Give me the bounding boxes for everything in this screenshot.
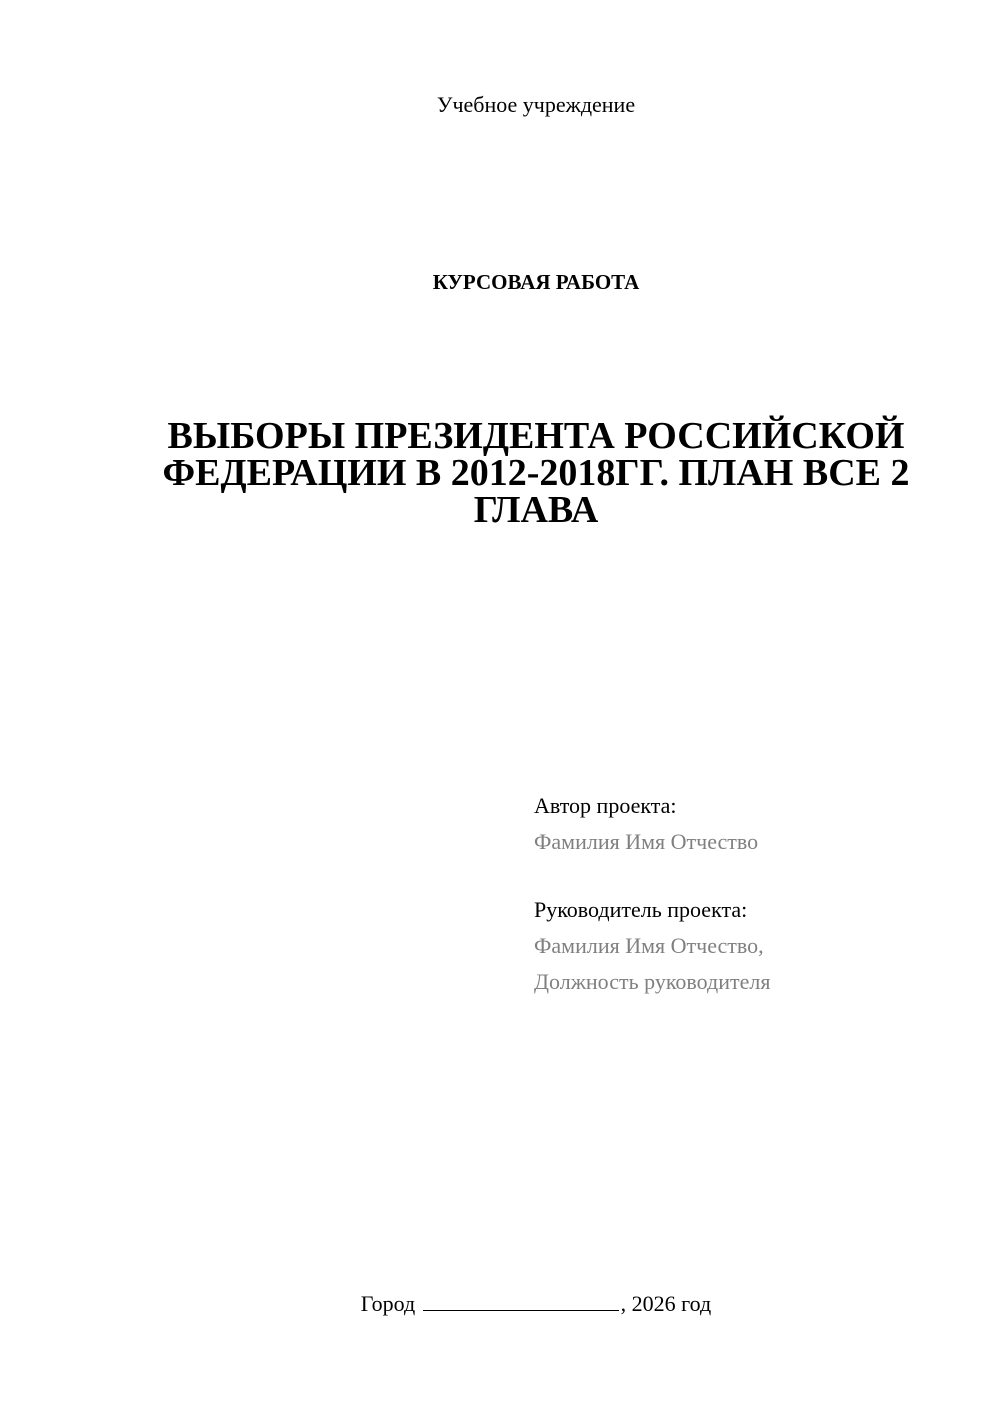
footer-city-year	[0, 1290, 1000, 1317]
year-text: , 2026 год	[620, 1291, 712, 1316]
supervisor-name: Фамилия Имя Отчество,	[534, 933, 764, 958]
supervisor-label: Руководитель проекта:	[534, 897, 748, 922]
document-type: КУРСОВАЯ РАБОТА	[432, 270, 640, 294]
supervisor-position: Должность руководителя	[534, 969, 771, 994]
institution-name: Учебное учреждение	[436, 92, 636, 117]
author-label: Автор проекта:	[534, 793, 677, 818]
credits-spacer	[534, 860, 770, 892]
city-blank-line	[423, 1290, 619, 1311]
document-title: ВЫБОРЫ ПРЕЗИДЕНТА РОССИЙСКОЙ ФЕДЕРАЦИИ В 2012-2018ГГ. ПЛАН ВСЕ 2 ГЛАВА	[162, 415, 910, 531]
city-label: Город	[360, 1291, 416, 1316]
credits-block	[534, 788, 770, 1000]
author-name: Фамилия Имя Отчество	[534, 829, 759, 854]
